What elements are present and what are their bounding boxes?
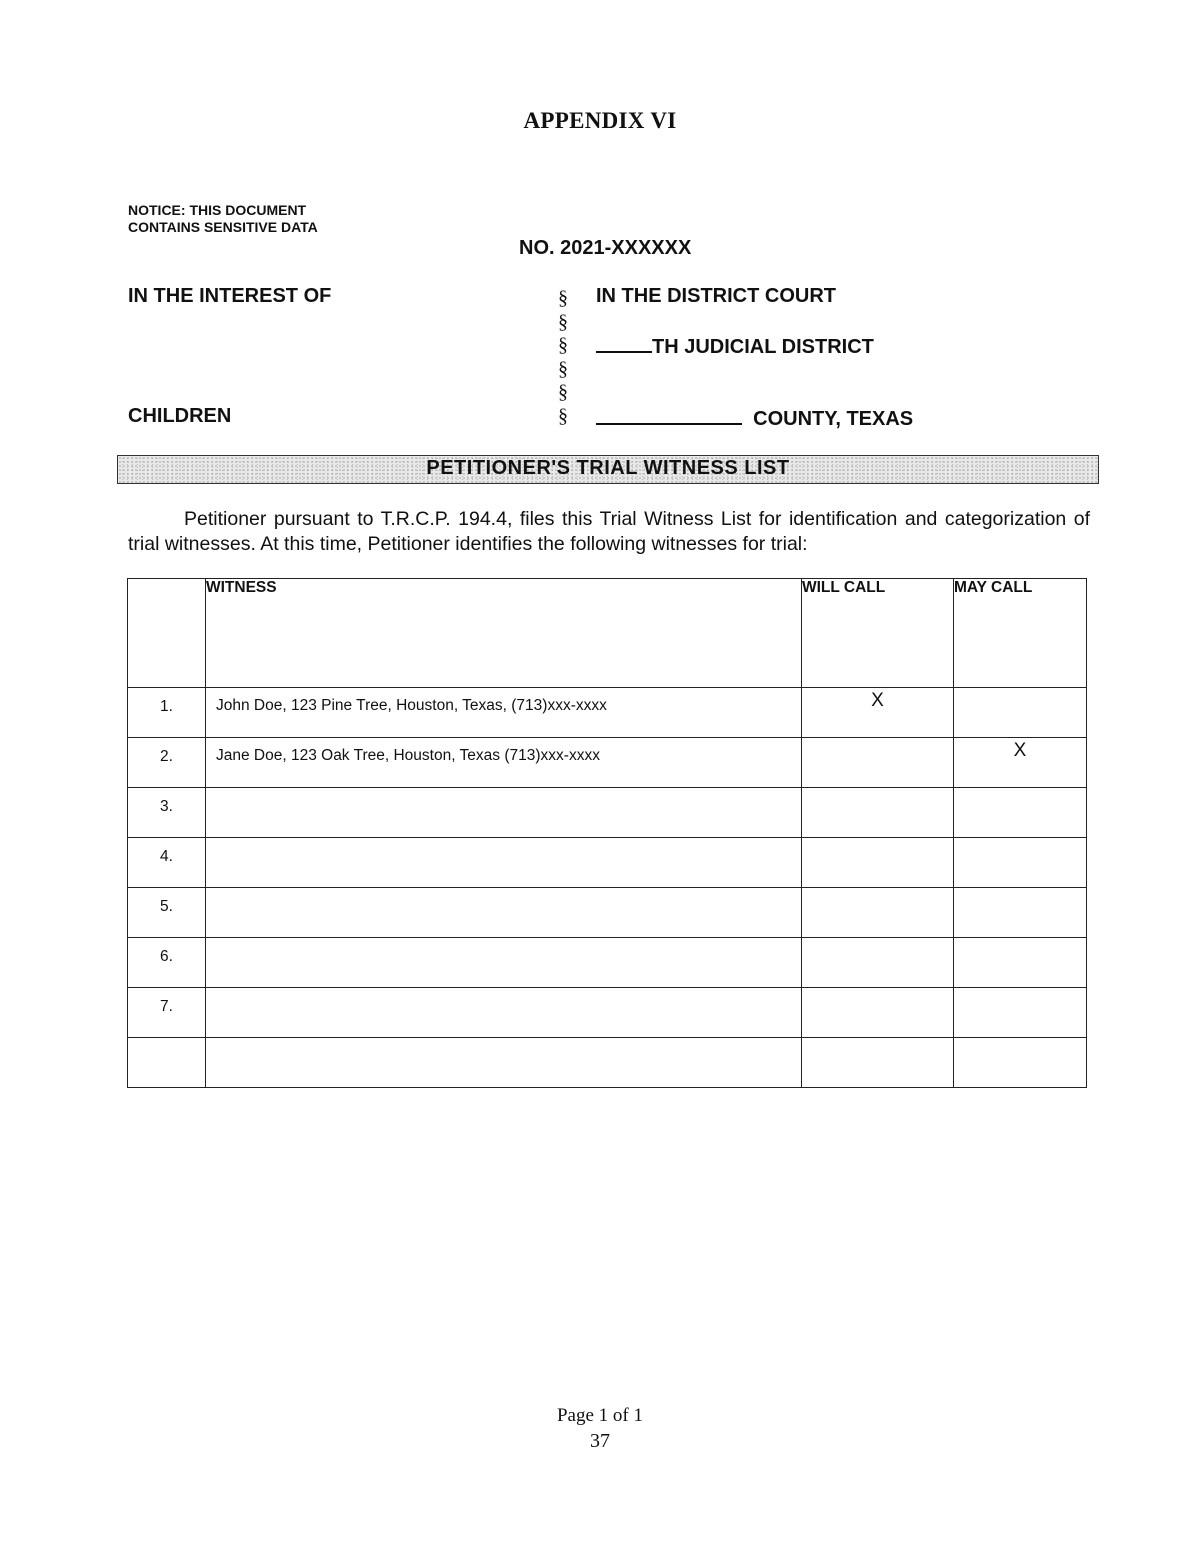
row-number: 3.: [128, 788, 206, 838]
witness-cell: [206, 1038, 802, 1088]
page-number: 37: [590, 1430, 610, 1452]
witness-cell: [206, 988, 802, 1038]
will-call-cell: [802, 838, 954, 888]
section-symbol: §: [558, 381, 568, 403]
witness-cell: John Doe, 123 Pine Tree, Houston, Texas, (713)xxx-xxxx: [206, 688, 802, 738]
header-number: [128, 579, 206, 688]
district-number-blank: [596, 333, 652, 353]
table-row: [128, 838, 1087, 888]
notice-line-2: CONTAINS SENSITIVE DATA: [128, 219, 318, 235]
banner-title: PETITIONER'S TRIAL WITNESS LIST: [426, 457, 790, 479]
intro-paragraph: Petitioner pursuant to T.R.C.P. 194.4, files this Trial Witness List for identification and categorization of trial witnesses. At this time, Petitioner identifies the following witnesses for trial:: [128, 508, 1090, 555]
witness-cell: [206, 788, 802, 838]
sensitive-data-notice: [128, 202, 318, 236]
may-call-cell: [954, 1038, 1087, 1088]
may-call-cell: X: [954, 738, 1087, 788]
will-call-cell: [802, 738, 954, 788]
may-call-cell: [954, 688, 1087, 738]
witness-table: [127, 578, 1087, 1088]
may-call-cell: [954, 988, 1087, 1038]
will-call-cell: [802, 938, 954, 988]
will-call-cell: [802, 788, 954, 838]
row-number: 5.: [128, 888, 206, 938]
row-number: 7.: [128, 988, 206, 1038]
header-may-call: MAY CALL: [954, 579, 1087, 688]
section-symbol: §: [558, 334, 568, 356]
header-will-call: WILL CALL: [802, 579, 954, 688]
notice-line-1: NOTICE: THIS DOCUMENT: [128, 202, 307, 218]
header-witness: WITNESS: [206, 579, 802, 688]
caption-children: CHILDREN: [128, 405, 232, 427]
county-suffix: COUNTY, TEXAS: [753, 408, 914, 430]
may-call-cell: [954, 838, 1087, 888]
witness-cell: [206, 888, 802, 938]
row-number: 1.: [128, 688, 206, 738]
may-call-cell: [954, 938, 1087, 988]
case-number: NO. 2021-XXXXXX: [519, 237, 692, 259]
may-call-cell: [954, 888, 1087, 938]
row-number: 6.: [128, 938, 206, 988]
section-symbol: §: [558, 357, 568, 380]
witness-cell: [206, 938, 802, 988]
will-call-cell: [802, 888, 954, 938]
section-symbol: §: [558, 287, 568, 309]
section-symbol-column: [556, 287, 570, 428]
caption-judicial-district: [596, 333, 874, 359]
caption-county: [596, 405, 913, 431]
may-call-cell: [954, 788, 1087, 838]
table-row: [128, 988, 1087, 1038]
table-row: [128, 738, 1087, 788]
section-symbol: §: [558, 310, 568, 333]
will-call-cell: [802, 988, 954, 1038]
will-call-cell: [802, 1038, 954, 1088]
row-number: 4.: [128, 838, 206, 888]
witness-cell: Jane Doe, 123 Oak Tree, Houston, Texas (713)xxx-xxxx: [206, 738, 802, 788]
row-number: 2.: [128, 738, 206, 788]
table-row: [128, 788, 1087, 838]
will-call-cell: X: [802, 688, 954, 738]
witness-cell: [206, 838, 802, 888]
section-symbol: §: [558, 404, 568, 427]
table-row: [128, 938, 1087, 988]
witness-list-banner: [117, 455, 1099, 484]
row-number: [128, 1038, 206, 1088]
county-name-blank: [596, 405, 742, 425]
district-suffix: TH JUDICIAL DISTRICT: [652, 336, 874, 358]
table-row: [128, 888, 1087, 938]
caption-court: IN THE DISTRICT COURT: [596, 285, 836, 307]
page-of-footer: Page 1 of 1: [556, 1405, 643, 1426]
appendix-title: APPENDIX VI: [523, 108, 677, 133]
table-row: [128, 1038, 1087, 1088]
caption-interest-of: IN THE INTEREST OF: [128, 285, 332, 307]
table-row: [128, 688, 1087, 738]
table-header-row: [128, 579, 1087, 688]
